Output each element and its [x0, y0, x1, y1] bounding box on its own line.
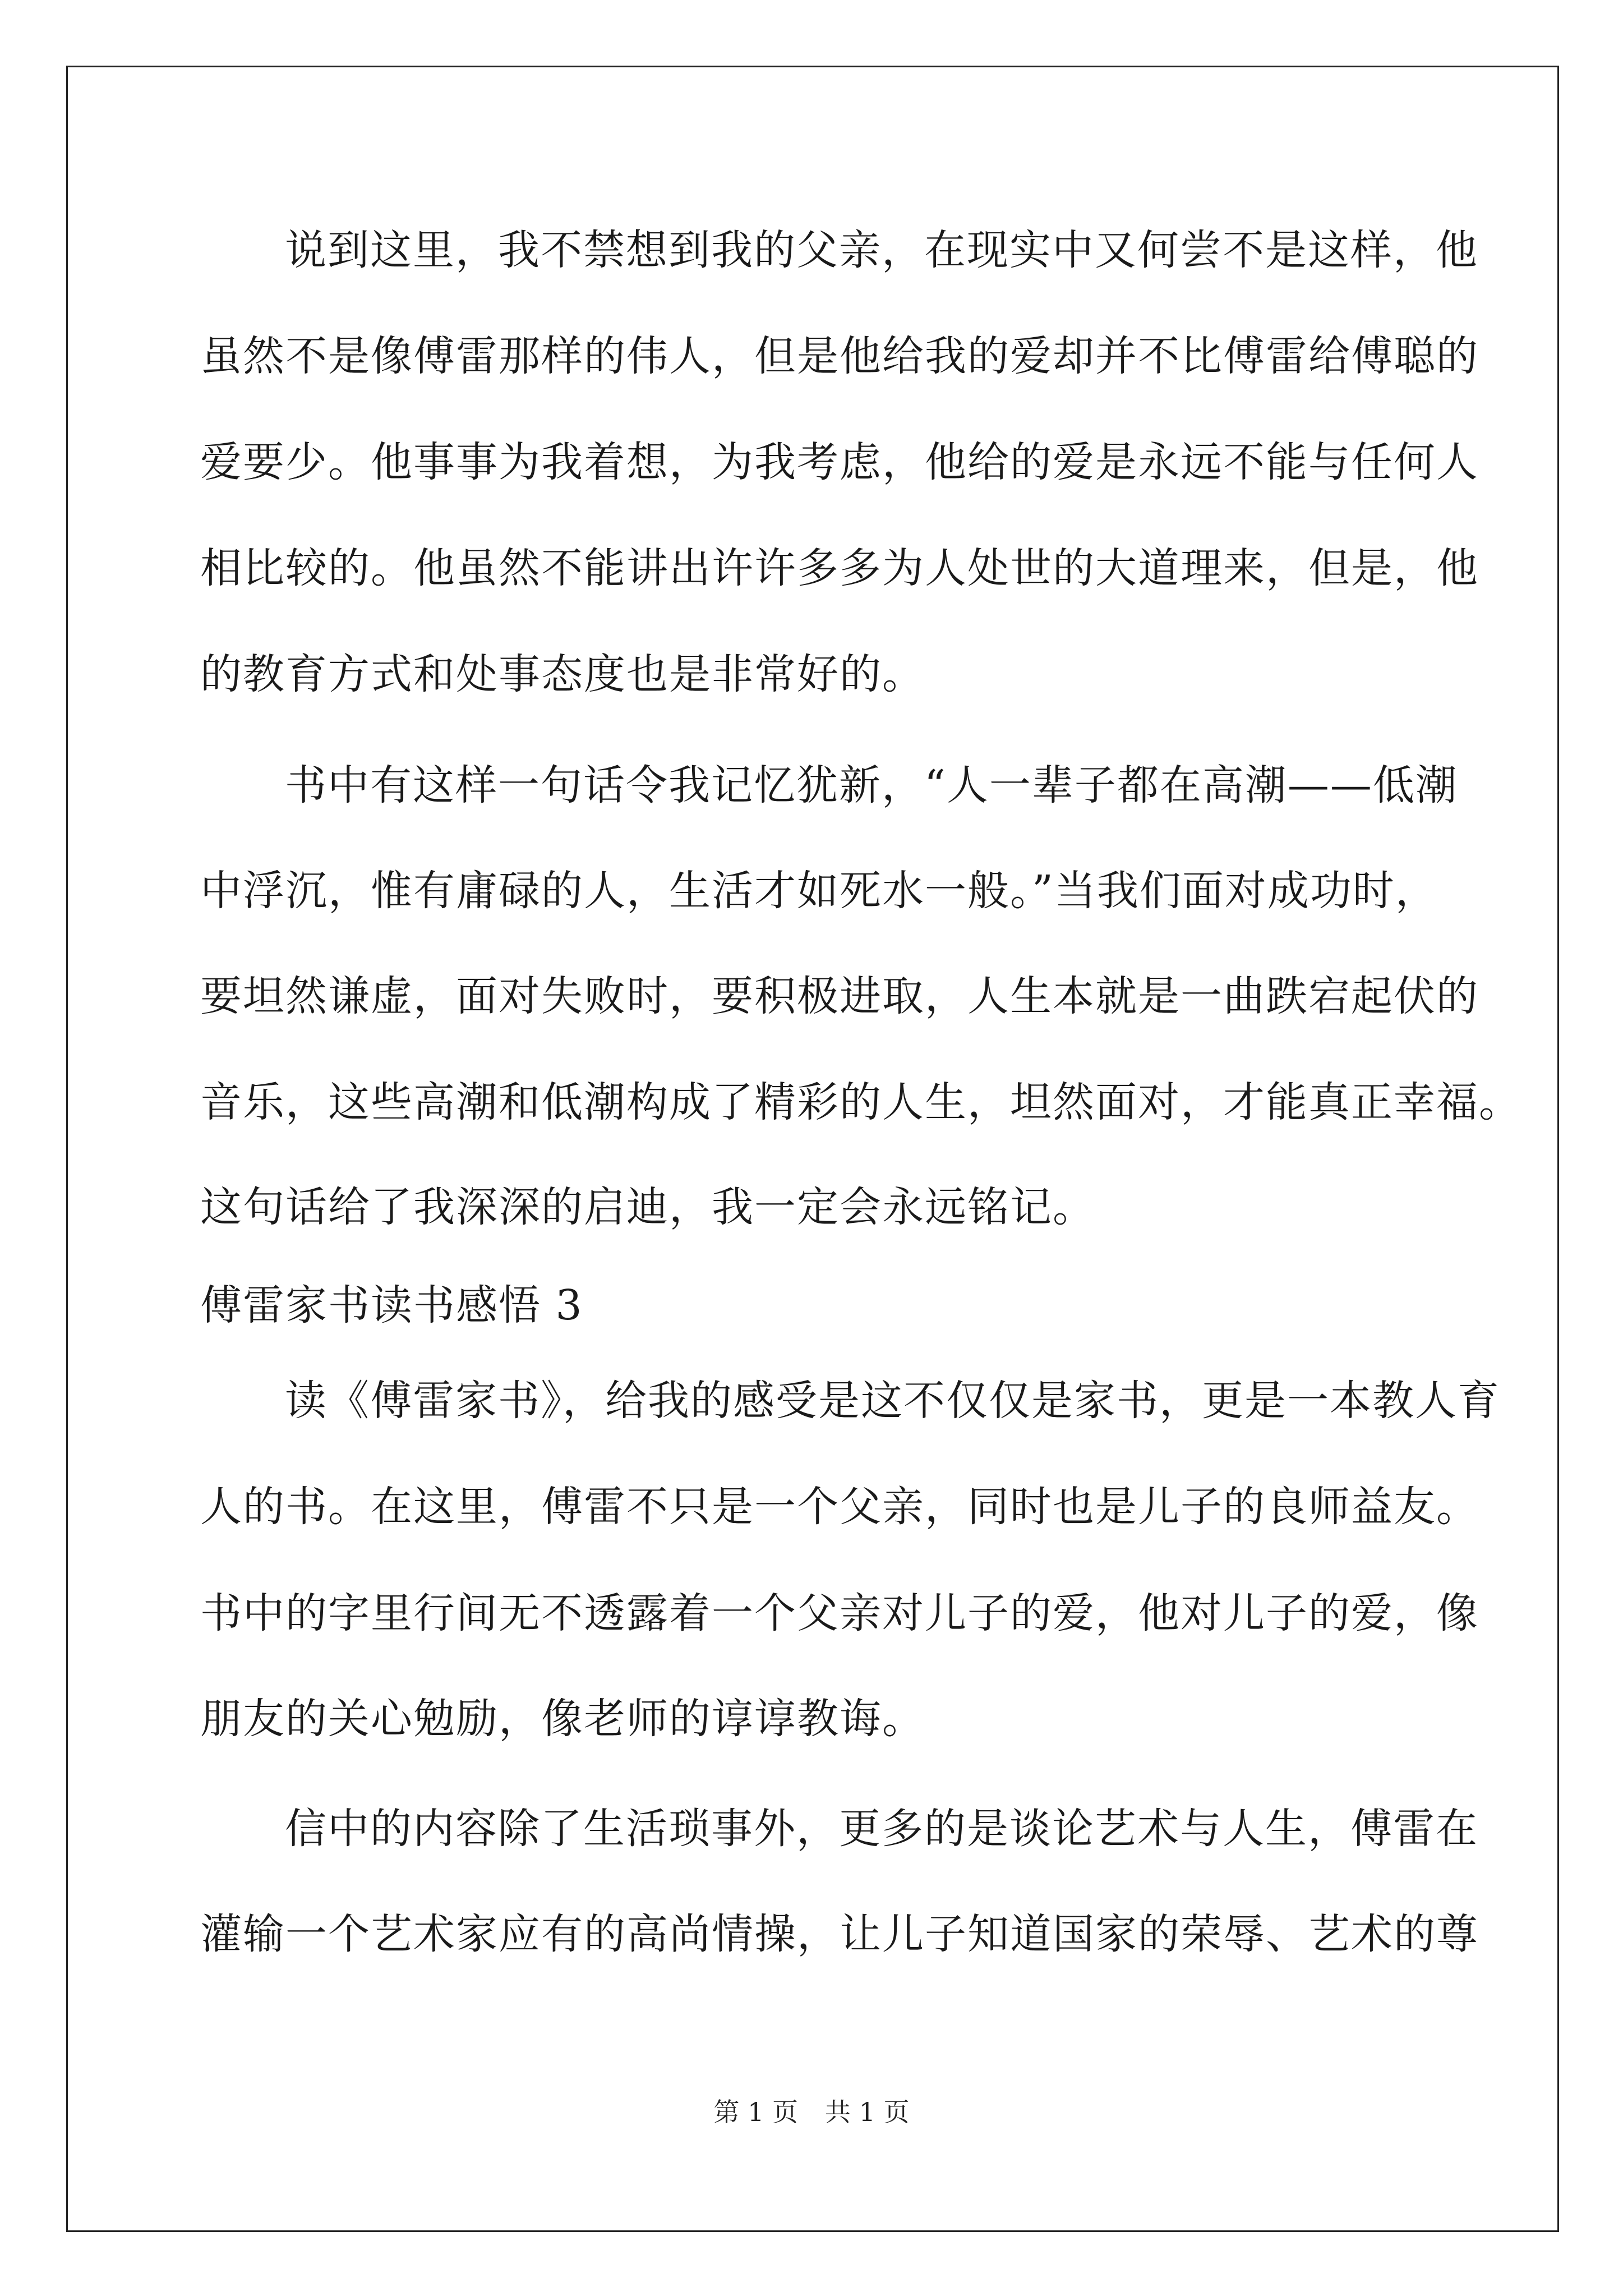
section-paragraph-1-line-3: 书中的字里行间无不透露着一个父亲对儿子的爱，他对儿子的爱，像: [200, 1589, 1479, 1637]
section-paragraph-1-line-2: 人的书。在这里，傅雷不只是一个父亲，同时也是儿子的良师益友。: [200, 1483, 1479, 1531]
section-paragraph-1-line-4: 朋友的关心勉励，像老师的谆谆教诲。: [200, 1695, 925, 1743]
page-number: 第 1 页: [713, 2097, 798, 2127]
paragraph-2-line-5: 这句话给了我深深的启迪，我一定会永远铭记。: [200, 1183, 1095, 1231]
paragraph-1-line-3: 爱要少。他事事为我着想，为我考虑，他给的爱是永远不能与任何人: [200, 438, 1479, 486]
page-footer: [0, 2095, 1623, 2129]
paragraph-1-line-2: 虽然不是像傅雷那样的伟人，但是他给我的爱却并不比傅雷给傅聪的: [200, 332, 1479, 380]
section-title: 傅雷家书读书感悟 3: [200, 1281, 583, 1329]
paragraph-1-line-4: 相比较的。他虽然不能讲出许许多多为人处世的大道理来，但是，他: [200, 544, 1479, 592]
paragraph-2-line-3: 要坦然谦虚，面对失败时，要积极进取，人生本就是一曲跌宕起伏的: [200, 972, 1479, 1020]
paragraph-2-line-2: 中浮沉，惟有庸碌的人，生活才如死水一般。”当我们面对成功时，: [200, 867, 1438, 915]
section-paragraph-2-line-1: 信中的内容除了生活琐事外，更多的是谈论艺术与人生，傅雷在: [285, 1805, 1478, 1853]
paragraph-1-line-1: 说到这里，我不禁想到我的父亲，在现实中又何尝不是这样，他: [285, 226, 1478, 274]
paragraph-1-line-5: 的教育方式和处事态度也是非常好的。: [200, 650, 925, 698]
paragraph-2-line-4: 音乐，这些高潮和低潮构成了精彩的人生，坦然面对，才能真正幸福。: [200, 1078, 1521, 1126]
section-paragraph-2-line-2: 灌输一个艺术家应有的高尚情操，让儿子知道国家的荣辱、艺术的尊: [200, 1910, 1479, 1958]
section-paragraph-1-line-1: 读《傅雷家书》，给我的感受是这不仅仅是家书，更是一本教人育: [285, 1377, 1500, 1425]
paragraph-2-line-1: 书中有这样一句话令我记忆犹新，“人一辈子都在高潮——低潮: [285, 761, 1458, 809]
page-total: 共 1 页: [825, 2097, 910, 2127]
